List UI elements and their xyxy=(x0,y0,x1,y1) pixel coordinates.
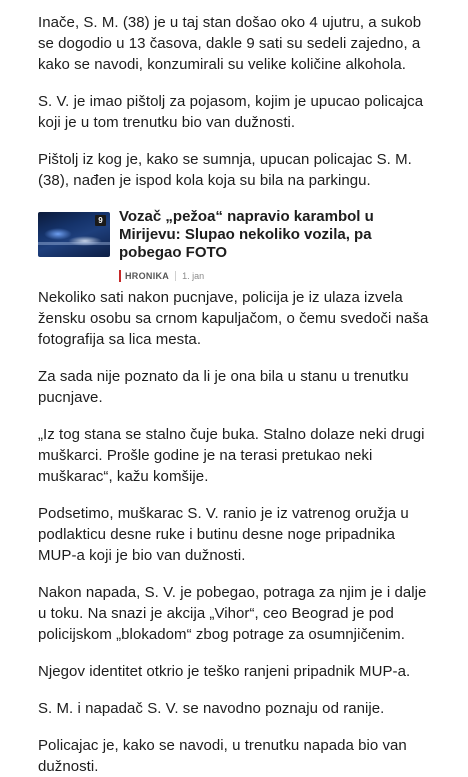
gallery-count-badge: 9 xyxy=(95,215,106,226)
related-article-thumbnail[interactable] xyxy=(38,212,110,257)
meta-divider xyxy=(175,271,176,281)
related-article-category[interactable]: HRONIKA xyxy=(125,271,170,281)
related-article-date: 1. jan xyxy=(182,271,205,281)
article-quote-paragraph: „Iz tog stana se stalno čuje buka. Stalno dolaze neki drugi muškarci. Prošle godine je na terasi pretukao neki muškarac“, kažu komšije. xyxy=(38,426,425,485)
article-paragraph: Inače, S. M. (38) je u taj stan došao oko 4 ujutru, a sukob se dogodio u 13 časova, dakle 9 sati su sedeli zajedno, a kako se navodi, konzumirali su velike količine alkohola. xyxy=(38,14,422,73)
article-paragraph: Podsetimo, muškarac S. V. ranio je iz vatrenog oružja u podlakticu desne ruke i butinu desne noge pripadnika MUP-a koji je bio van dužnosti. xyxy=(38,505,409,564)
article-paragraph: Nakon napada, S. V. je pobegao, potraga za njim je i dalje u toku. Na snazi je akcija „Vihor“, ceo Beograd je pod policijskom „blokadom“ zbog potrage za osumnjičenim. xyxy=(38,584,427,643)
related-article-title[interactable]: Vozač „pežoa“ napravio karambol u Mirijevu: Slupao nekoliko vozila, pa pobegao FOTO xyxy=(119,208,374,261)
article-paragraph: Nekoliko sati nakon pucnjave, policija je iz ulaza izvela žensku osobu sa crnom kapuljačom, o čemu svedoči naša fotografija sa lica mesta. xyxy=(38,289,429,348)
category-accent-bar xyxy=(119,270,121,282)
related-article-card[interactable] xyxy=(38,199,435,281)
article-paragraph: Policajac je, kako se navodi, u trenutku napada bio van dužnosti. xyxy=(38,737,407,775)
article-paragraph: S. V. je imao pištolj za pojasom, kojim je upucao policajca koji je u tom trenutku bio van dužnosti. xyxy=(38,93,424,131)
related-article-meta xyxy=(119,270,435,282)
article-paragraph: Za sada nije poznato da li je ona bila u stanu u trenutku pucnjave. xyxy=(38,368,409,406)
article-paragraph: Njegov identitet otkrio je teško ranjeni pripadnik MUP-a. xyxy=(38,663,411,680)
article-paragraph: Pištolj iz kog je, kako se sumnja, upucan policajac S. M. (38), nađen je ispod kola koja su bila na parkingu. xyxy=(38,151,412,189)
article-paragraph: S. M. i napadač S. V. se navodno poznaju od ranije. xyxy=(38,700,385,717)
